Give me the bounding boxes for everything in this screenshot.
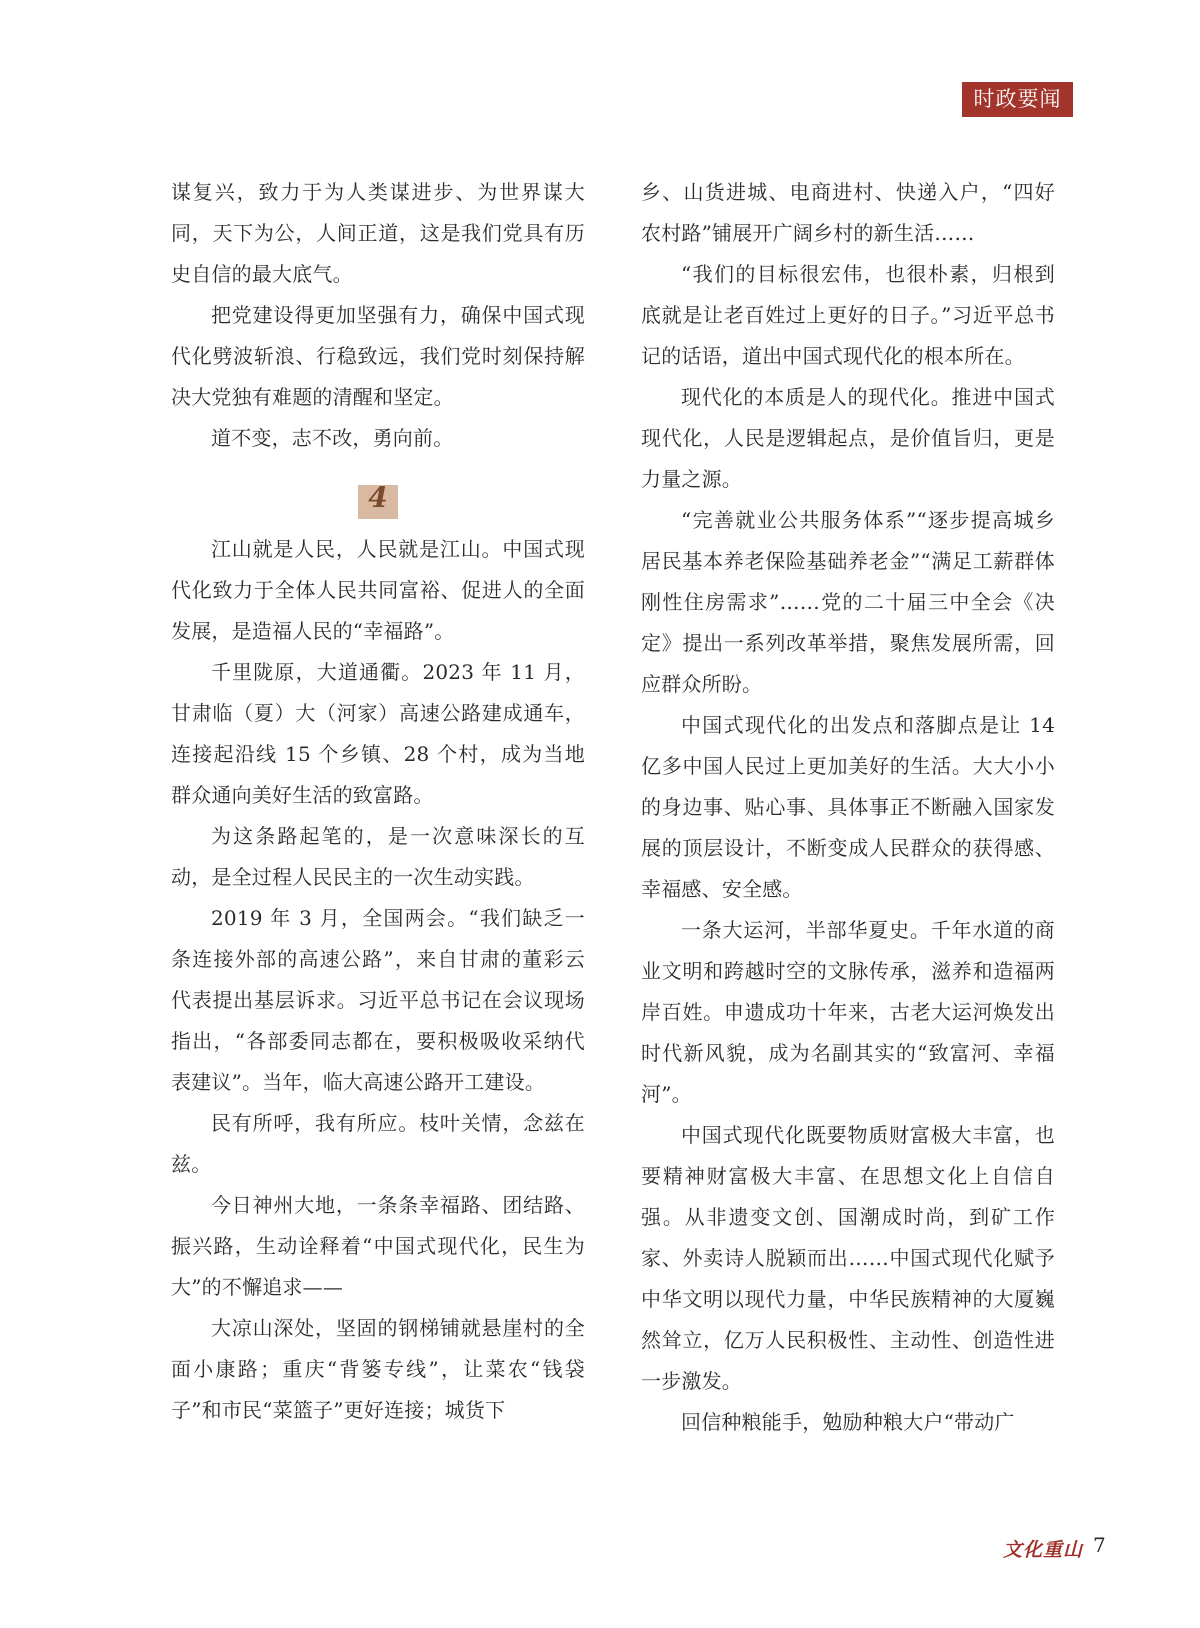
paragraph: 千里陇原，大道通衢。2023 年 11 月，甘肃临（夏）大（河家）高速公路建成通车，连接起沿线 15 个乡镇、28 个村，成为当地群众通向美好生活的致富路。: [171, 660, 585, 807]
section-numeral-badge: [358, 481, 398, 519]
paragraph: 现代化的本质是人的现代化。推进中国式现代化，人民是逻辑起点，是价值旨归，更是力量之源。: [641, 385, 1055, 491]
paragraph: 江山就是人民，人民就是江山。中国式现代化致力于全体人民共同富裕、促进人的全面发展，是造福人民的“幸福路”。: [171, 537, 585, 643]
paragraph: 把党建设得更加坚强有力，确保中国式现代化劈波斩浪、行稳致远，我们党时刻保持解决大党独有难题的清醒和坚定。: [171, 303, 585, 409]
paragraph: 一条大运河，半部华夏史。千年水道的商业文明和跨越时空的文脉传承，滋养和造福两岸百姓。申遗成功十年来，古老大运河焕发出时代新风貌，成为名副其实的“致富河、幸福河”。: [641, 918, 1055, 1106]
left-column: [171, 172, 585, 1431]
paragraph: 道不变，志不改，勇向前。: [211, 426, 454, 450]
paragraph: 乡、山货进城、电商进村、快递入户，“四好农村路”铺展开广阔乡村的新生活……: [641, 180, 1055, 245]
section-tag: 时政要闻: [962, 82, 1073, 117]
paragraph: 大凉山深处，坚固的钢梯铺就悬崖村的全面小康路；重庆“背篓专线”，让菜农“钱袋子”和市民“菜篮子”更好连接；城货下: [171, 1316, 585, 1422]
paragraph: 今日神州大地，一条条幸福路、团结路、振兴路，生动诠释着“中国式现代化，民生为大”的不懈追求——: [171, 1193, 585, 1299]
section-numeral: 4: [368, 481, 388, 514]
paragraph: 中国式现代化的出发点和落脚点是让 14 亿多中国人民过上更加美好的生活。大大小小的身边事、贴心事、具体事正不断融入国家发展的顶层设计，不断变成人民群众的获得感、幸福感、安全感。: [641, 713, 1055, 901]
paragraph: “我们的目标很宏伟，也很朴素，归根到底就是让老百姓过上更好的日子。”习近平总书记的话语，道出中国式现代化的根本所在。: [641, 262, 1055, 368]
paragraph: “完善就业公共服务体系”“逐步提高城乡居民基本养老保险基础养老金”“满足工薪群体刚性住房需求”……党的二十届三中全会《决定》提出一系列改革举措，聚焦发展所需，回应群众所盼。: [641, 508, 1055, 696]
paragraph: 中国式现代化既要物质财富极大丰富，也要精神财富极大丰富、在思想文化上自信自强。从非遗变文创、国潮成时尚，到矿工作家、外卖诗人脱颖而出……中国式现代化赋予中华文明以现代力量，中华民族精神的大厦巍然耸立，亿万人民积极性、主动性、创造性进一步激发。: [641, 1123, 1055, 1393]
magazine-logo: 文化重山: [1003, 1539, 1084, 1561]
page-number: 7: [1093, 1533, 1106, 1557]
paragraph: 回信种粮能手，勉励种粮大户“带动广: [681, 1410, 1015, 1434]
paragraph: 2019 年 3 月，全国两会。“我们缺乏一条连接外部的高速公路”，来自甘肃的董彩云代表提出基层诉求。习近平总书记在会议现场指出，“各部委同志都在，要积极吸收采纳代表建议”。当年，临大高速公路开工建设。: [171, 906, 585, 1094]
paragraph: 民有所呼，我有所应。枝叶关情，念兹在兹。: [171, 1111, 585, 1176]
right-column: [641, 172, 1055, 1443]
paragraph: 为这条路起笔的，是一次意味深长的互动，是全过程人民民主的一次生动实践。: [171, 824, 585, 889]
paragraph: 谋复兴，致力于为人类谋进步、为世界谋大同，天下为公，人间正道，这是我们党具有历史自信的最大底气。: [171, 180, 585, 286]
